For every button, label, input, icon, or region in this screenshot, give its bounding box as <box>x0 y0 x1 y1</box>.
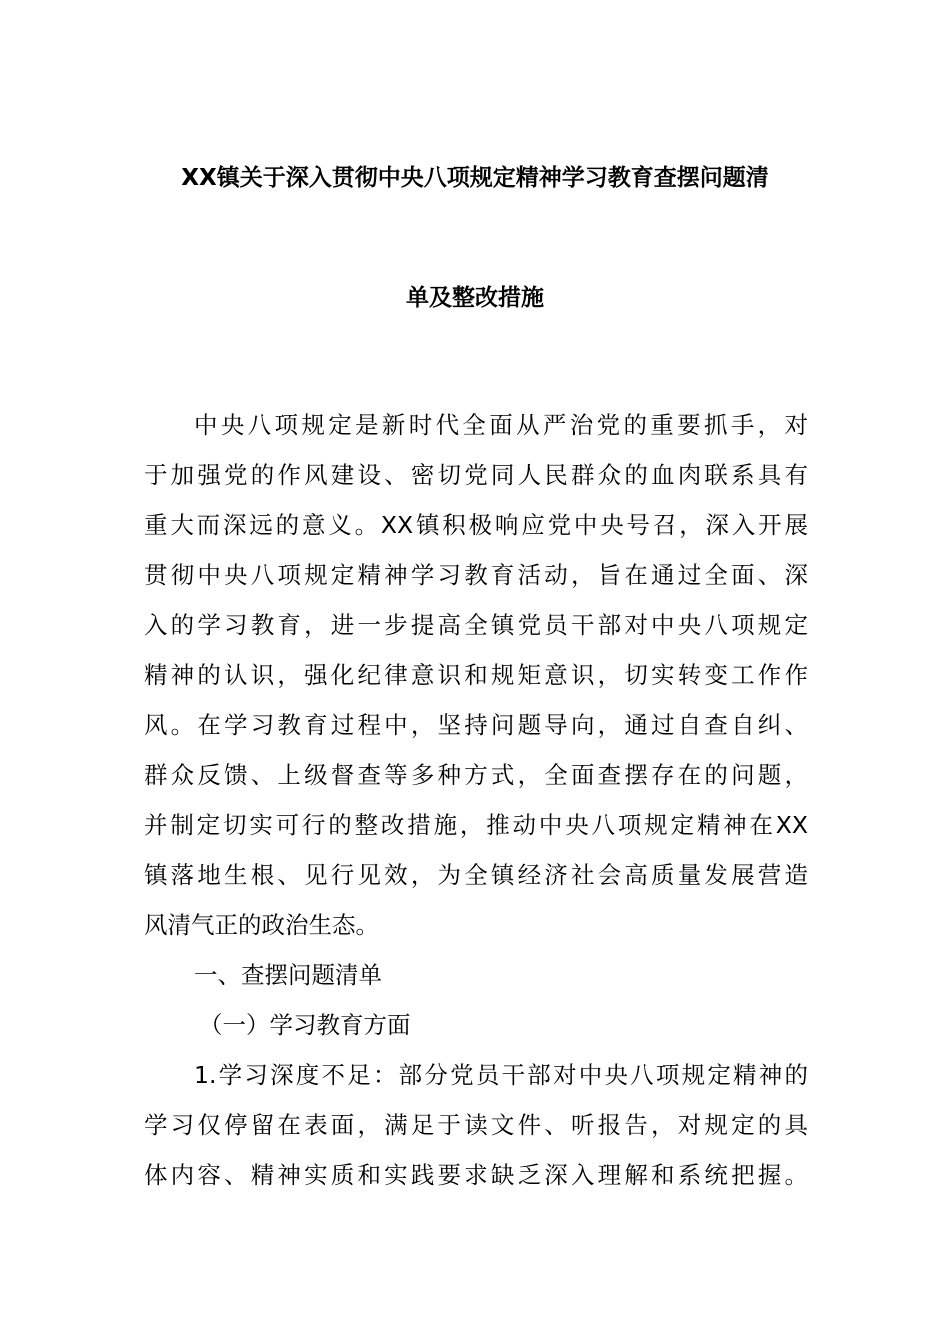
paragraph-line: 1.学习深度不足：部分党员干部对中央八项规定精神的 <box>194 1061 808 1089</box>
paragraph-line: 贯彻中央八项规定精神学习教育活动，旨在通过全面、深 <box>144 561 808 589</box>
intro-paragraph <box>144 400 808 950</box>
document-body <box>144 400 808 1200</box>
paragraph-line: 风。在学习教育过程中，坚持问题导向，通过自查自纠、 <box>144 711 808 739</box>
paragraph-line: 学习仅停留在表面，满足于读文件、听报告，对规定的具 <box>144 1111 808 1139</box>
paragraph-line: 镇落地生根、见行见效，为全镇经济社会高质量发展营造 <box>144 861 808 889</box>
paragraph-line: 并制定切实可行的整改措施，推动中央八项规定精神在XX <box>144 811 808 839</box>
paragraph-line: 于加强党的作风建设、密切党同人民群众的血肉联系具有 <box>144 461 808 489</box>
section-heading: 一、查摆问题清单 <box>194 961 382 989</box>
paragraph-line: 中央八项规定是新时代全面从严治党的重要抓手，对 <box>194 411 808 439</box>
document-title-line-2: 单及整改措施 <box>406 285 544 311</box>
paragraph-line: 体内容、精神实质和实践要求缺乏深入理解和系统把握。 <box>144 1161 808 1189</box>
document-title-line-1: XX镇关于深入贯彻中央八项规定精神学习教育查摆问题清 <box>181 165 769 191</box>
item-1-paragraph <box>144 1050 808 1200</box>
paragraph-line: 精神的认识，强化纪律意识和规矩意识，切实转变工作作 <box>144 661 808 689</box>
subsection-heading: （一）学习教育方面 <box>199 1011 411 1039</box>
paragraph-line: 重大而深远的意义。XX镇积极响应党中央号召，深入开展 <box>144 511 808 539</box>
paragraph-line: 入的学习教育，进一步提高全镇党员干部对中央八项规定 <box>144 611 808 639</box>
paragraph-line: 风清气正的政治生态。 <box>144 911 379 939</box>
paragraph-line: 群众反馈、上级督查等多种方式，全面查摆存在的问题， <box>144 761 808 789</box>
